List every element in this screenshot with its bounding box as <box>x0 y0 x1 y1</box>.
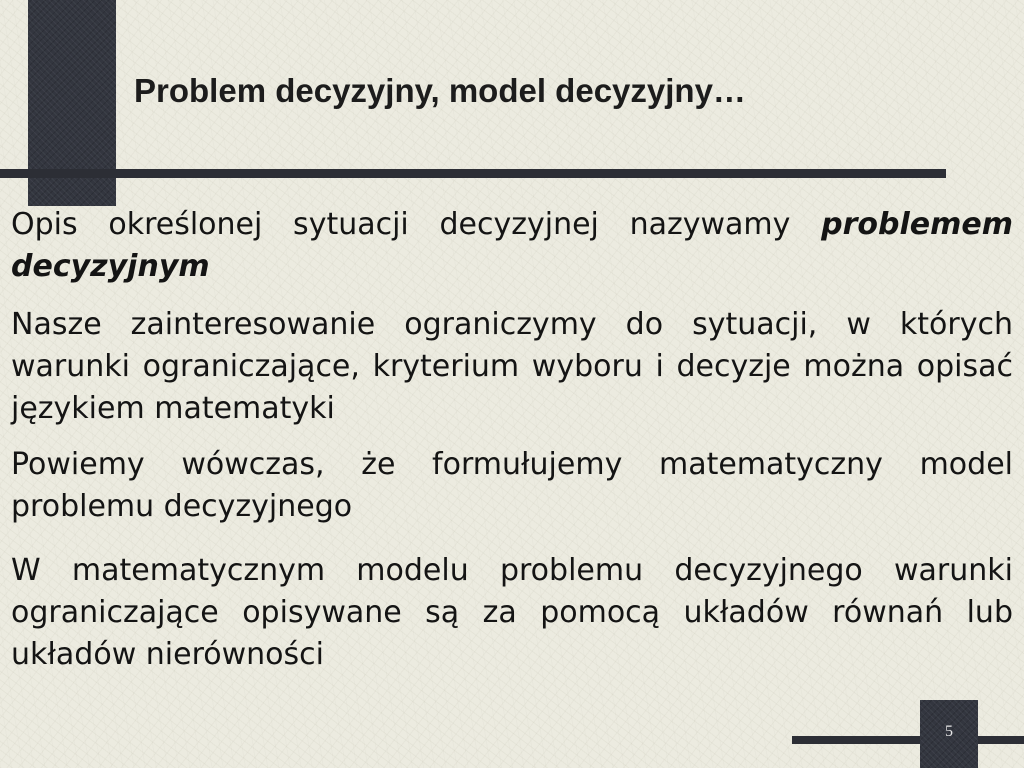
paragraph-definition-problem <box>11 204 1013 288</box>
paragraph-scope: Nasze zainteresowanie ograniczymy do sytuacji, w których warunki ograniczające, kryterium wyboru i decyzje można opisać językiem matematyki <box>11 307 1013 426</box>
footer-divider-bar <box>792 736 1024 744</box>
paragraph-model: Powiemy wówczas, że formułujemy matematyczny model problemu decyzyjnego <box>11 447 1013 524</box>
paragraph-constraints: W matematycznym modelu problemu decyzyjnego warunki ograniczające opisywane są za pomocą układów równań lub układów nierówności <box>11 553 1013 672</box>
term-problem-decyzyjny: problemem decyzyjnym <box>11 207 1013 284</box>
page-number-box <box>920 700 978 768</box>
page-number: 5 <box>945 723 953 740</box>
slide-content <box>11 204 1013 676</box>
paragraph-definition-text: Opis określonej sytuacji decyzyjnej nazywamy <box>11 207 822 242</box>
slide-title: Problem decyzyjny, model decyzyjny… <box>134 72 746 109</box>
title-divider-bar <box>0 169 946 178</box>
